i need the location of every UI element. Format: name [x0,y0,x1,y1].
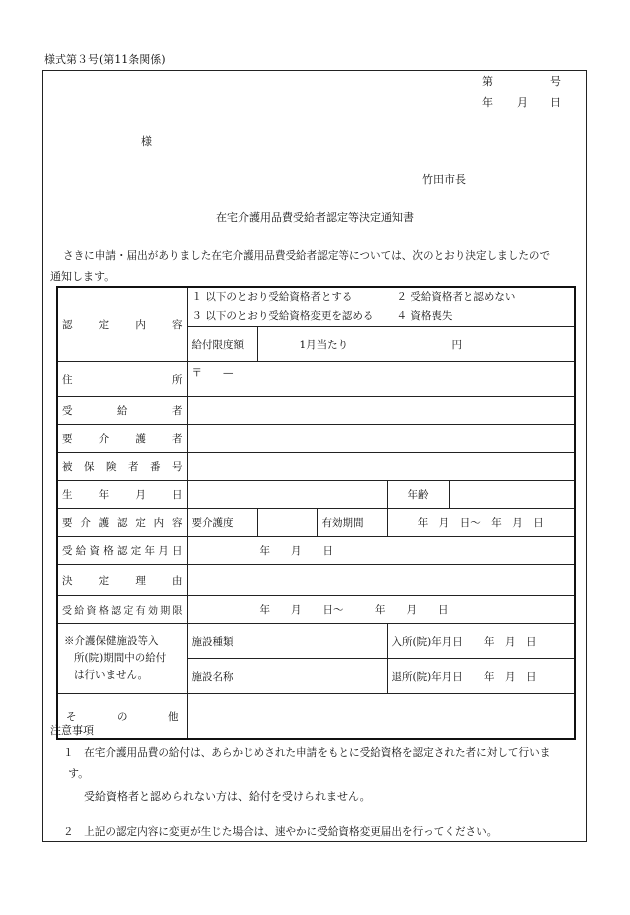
date-day: 日 [550,96,561,109]
care-person-label: 要介護者 [62,433,183,445]
yen-unit: 円 [451,338,463,351]
nintei-label-cell [57,287,187,362]
recipient-label-cell [57,397,187,425]
birth-value [187,481,387,509]
birth-label-cell [57,481,187,509]
insured-no-value [187,453,575,481]
entry-date-cell [387,624,575,659]
addressee-sama: 様 [141,135,152,148]
date-month: 月 [517,96,528,109]
note-1-line-3: 受給資格者と認められない方は、給付を受けられません。 [84,790,371,803]
intro-line-1: さきに申請・届出がありました在宅介護用品費受給者認定等については、次のとおり決定しましたので [63,250,551,262]
exit-date-cell [387,659,575,694]
reason-value [187,565,575,596]
option-1: １ 以下のとおり受給資格者とする [191,291,353,303]
insured-no-label-cell [57,453,187,481]
entry-date-label: 入所(院)年月日 [391,635,463,648]
cert-valid-label: 受給資格認定有効期限 [62,606,183,617]
option-2: ２ 受給資格者と認めない [396,291,516,303]
reason-label: 決定理由 [62,574,183,587]
insured-no-label: 被保険者番号 [62,461,183,473]
facility-type-cell [187,624,387,659]
notes-heading: 注意事項 [50,724,94,737]
postal-mark: 〒 — [191,367,234,379]
kyufu-limit-label: 給付限度額 [187,327,257,362]
facility-name-label: 施設名称 [191,670,234,683]
dai-label: 第 [482,75,493,88]
options-cell [187,287,575,327]
option-4: ４ 資格喪失 [396,310,453,322]
kyufu-limit-value [257,327,575,362]
address-value [187,362,575,397]
valid-period-value: 年 月 日〜 年 月 日 [387,509,575,537]
other-value [187,694,575,740]
reason-label-cell [57,565,187,596]
care-level-value [257,509,317,537]
age-value [449,481,575,509]
recipient-value [187,397,575,425]
entry-date-value: 年 月 日 [484,635,537,648]
address-label-cell [57,362,187,397]
facility-note-1: ※介護保健施設等入 [64,635,159,647]
date-year: 年 [482,96,493,109]
care-cert-label: 要介護認定内容 [62,517,183,529]
facility-type-label: 施設種類 [191,635,234,648]
certification-table [56,286,576,740]
go-label: 号 [550,75,561,88]
other-label: その他 [66,710,179,723]
age-label: 年齢 [387,481,449,509]
cert-date-label-cell [57,537,187,565]
option-3: ３ 以下のとおり受給資格変更を認める [191,310,374,322]
exit-date-label: 退所(院)年月日 [391,670,463,683]
note-2: ２ 上記の認定内容に変更が生じた場合は、速やかに受給資格変更届出を行ってください。 [63,826,498,838]
issuer-name: 竹田市長 [422,173,466,186]
care-person-label-cell [57,425,187,453]
valid-period-label: 有効期間 [317,509,387,537]
form-number: 様式第３号(第11条関係) [44,53,166,66]
birth-label: 生年月日 [62,489,183,501]
care-person-value [187,425,575,453]
address-label: 住所 [62,373,183,386]
care-level-label: 要介護度 [187,509,257,537]
facility-note-2: 所(院)期間中の給付 [74,652,167,664]
cert-valid-label-cell [57,596,187,624]
facility-note-3: は行いません。 [74,669,149,681]
per-month: 1月当たり [299,338,349,351]
exit-date-value: 年 月 日 [484,670,537,683]
cert-valid-value: 年 月 日〜 年 月 日 [187,596,575,624]
care-cert-label-cell [57,509,187,537]
facility-note-cell [57,624,187,694]
note-1-line-2: す。 [68,767,90,780]
document-title: 在宅介護用品費受給者認定等決定通知書 [216,211,414,224]
recipient-label: 受給者 [62,405,183,417]
nintei-label: 認定内容 [62,319,183,331]
cert-date-value: 年 月 日 [187,537,575,565]
facility-name-cell [187,659,387,694]
cert-date-label: 受給資格認定年月日 [62,545,183,557]
intro-line-2: 通知します。 [50,270,116,283]
note-1-line-1: １ 在宅介護用品費の給付は、あらかじめされた申請をもとに受給資格を認定された者に対して行いま [63,747,551,759]
